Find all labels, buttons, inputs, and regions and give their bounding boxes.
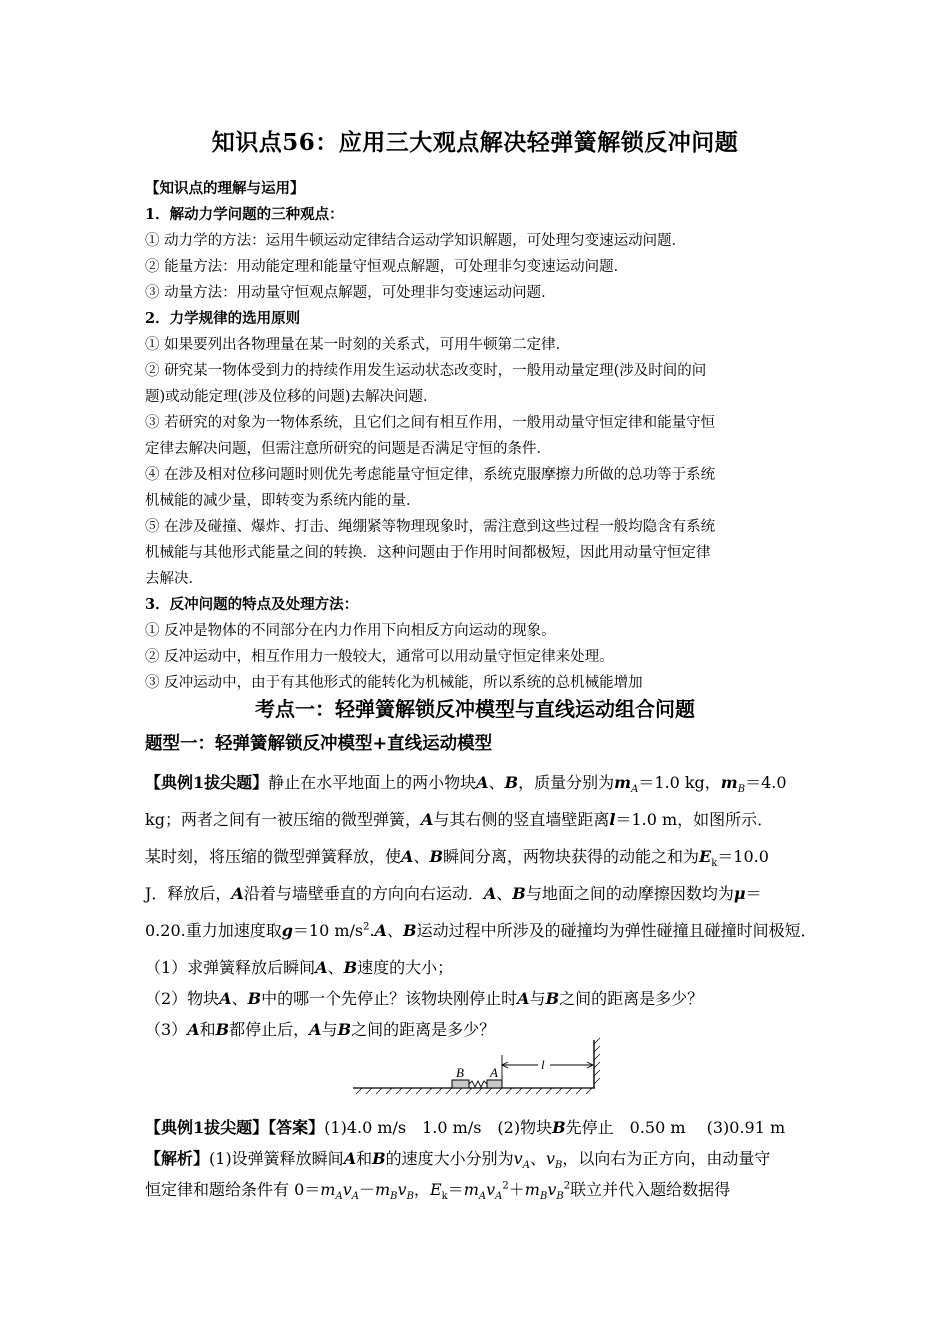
- example-line-3: 某时刻，将压缩的微型弹簧释放，使A、B瞬间分离，两物块获得的动能之和为$E_k=10.0$: [145, 847, 769, 870]
- block-a: [487, 1080, 502, 1088]
- question-3: （3）A和B都停止后，A与B之间的距离是多少？: [145, 1020, 496, 1039]
- s2-line: 定律去解决问题，但需注意所研究的问题是否满足守恒的条件．: [145, 441, 551, 457]
- s2-line: ① 如果要列出各物理量在某一时刻的关系式，可用牛顿第二定律．: [145, 337, 571, 353]
- section-heading: 【知识点的理解与运用】: [145, 180, 305, 197]
- s2-line: 机械能与其他形式能量之间的转换．这种问题由于作用时间都极短，因此用动量守恒定律: [145, 545, 711, 561]
- spring-blocks-wall-figure: [350, 1038, 610, 1100]
- example-line-4: J．释放后，A沿着与墙壁垂直的方向向右运动．A、B与地面之间的动摩擦因数均为μ＝: [145, 884, 762, 903]
- label-b: B: [456, 1065, 464, 1080]
- tixing-heading: 题型一：轻弹簧解锁反冲模型+直线运动模型: [145, 734, 493, 754]
- s2-heading: 2．力学规律的选用原则: [145, 310, 301, 327]
- s1-item: ② 能量方法：用动能定理和能量守恒观点解题，可处理非匀变速运动问题．: [145, 259, 629, 275]
- s3-item: ② 反冲运动中，相互作用力一般较大，通常可以用动量守恒定律来处理。: [145, 649, 614, 665]
- s2-line: ⑤ 在涉及碰撞、爆炸、打击、绳绷紧等物理现象时，需注意到这些过程一般均隐含有系统: [145, 519, 716, 535]
- ground-hatching: [356, 1088, 592, 1094]
- s2-line: 去解决．: [145, 571, 203, 587]
- s2-line: 机械能的减少量，即转变为系统内能的量．: [145, 493, 421, 509]
- example-line-2: kg；两者之间有一被压缩的微型弹簧，A与其右侧的竖直墙壁距离l＝1.0 m，如图所示．: [145, 810, 774, 829]
- wall-hatching: [594, 1038, 600, 1084]
- analysis-line-2: 恒定律和题给条件有 $0=m_Av_A-m_Bv_B$，$E_k=m_Av_A^2+m_Bv_B^2$联立并代入题给数据得: [145, 1180, 731, 1203]
- example-line-5: 0.20.重力加速度取g＝10 $m/s^2.A$、B运动过程中所涉及的碰撞均为弹性碰撞且碰撞时间极短．: [145, 921, 817, 940]
- question-2: （2）物块A、B中的哪一个先停止？该物块刚停止时A与B之间的距离是多少？: [145, 989, 704, 1008]
- s1-item: ③ 动量方法：用动量守恒观点解题，可处理非匀变速运动问题．: [145, 285, 556, 301]
- s1-item: ① 动力学的方法：运用牛顿运动定律结合运动学知识解题，可处理匀变速运动问题．: [145, 233, 687, 249]
- s3-heading: 3．反冲问题的特点及处理方法：: [145, 596, 359, 613]
- s1-heading: 1．解动力学问题的三种观点：: [145, 206, 344, 223]
- example-line-1: 【典例1拔尖题】静止在水平地面上的两小物块A、B，质量分别为$m_A=1.0$ kg，$m_B=4.0$: [145, 773, 787, 796]
- s3-item: ③ 反冲运动中，由于有其他形式的能转化为机械能，所以系统的总机械能增加: [145, 675, 643, 691]
- page-title: 知识点56：应用三大观点解决轻弹簧解锁反冲问题: [211, 129, 739, 156]
- answer-line: 【典例1拔尖题】【答案】(1)4.0 m/s 1.0 m/s (2)物块B先停止 0.50 m (3)0.91 m: [145, 1118, 786, 1137]
- s2-line: ② 研究某一物体受到力的持续作用发生运动状态改变时，一般用动量定理(涉及时间的问: [145, 363, 707, 379]
- s3-item: ① 反冲是物体的不同部分在内力作用下向相反方向运动的现象。: [145, 623, 556, 639]
- s2-line: 题)或动能定理(涉及位移的问题)去解决问题．: [145, 389, 438, 405]
- block-b: [452, 1080, 469, 1088]
- label-a: A: [490, 1065, 498, 1080]
- analysis-line-1: 【解析】(1)设弹簧释放瞬间A和B的速度大小分别为$v_A$、$v_B$，以向右为正方向，由动量守: [145, 1149, 771, 1172]
- s2-line: ④ 在涉及相对位移问题时则优先考虑能量守恒定律，系统克服摩擦力所做的总功等于系统: [145, 467, 716, 483]
- question-1: （1）求弹簧释放后瞬间A、B速度的大小；: [145, 958, 454, 977]
- kaodian-heading: 考点一：轻弹簧解锁反冲模型与直线运动组合问题: [255, 697, 695, 721]
- spring: [469, 1081, 487, 1087]
- label-l: l: [541, 1057, 545, 1072]
- s2-line: ③ 若研究的对象为一物体系统，且它们之间有相互作用，一般用动量守恒定律和能量守恒: [145, 415, 716, 431]
